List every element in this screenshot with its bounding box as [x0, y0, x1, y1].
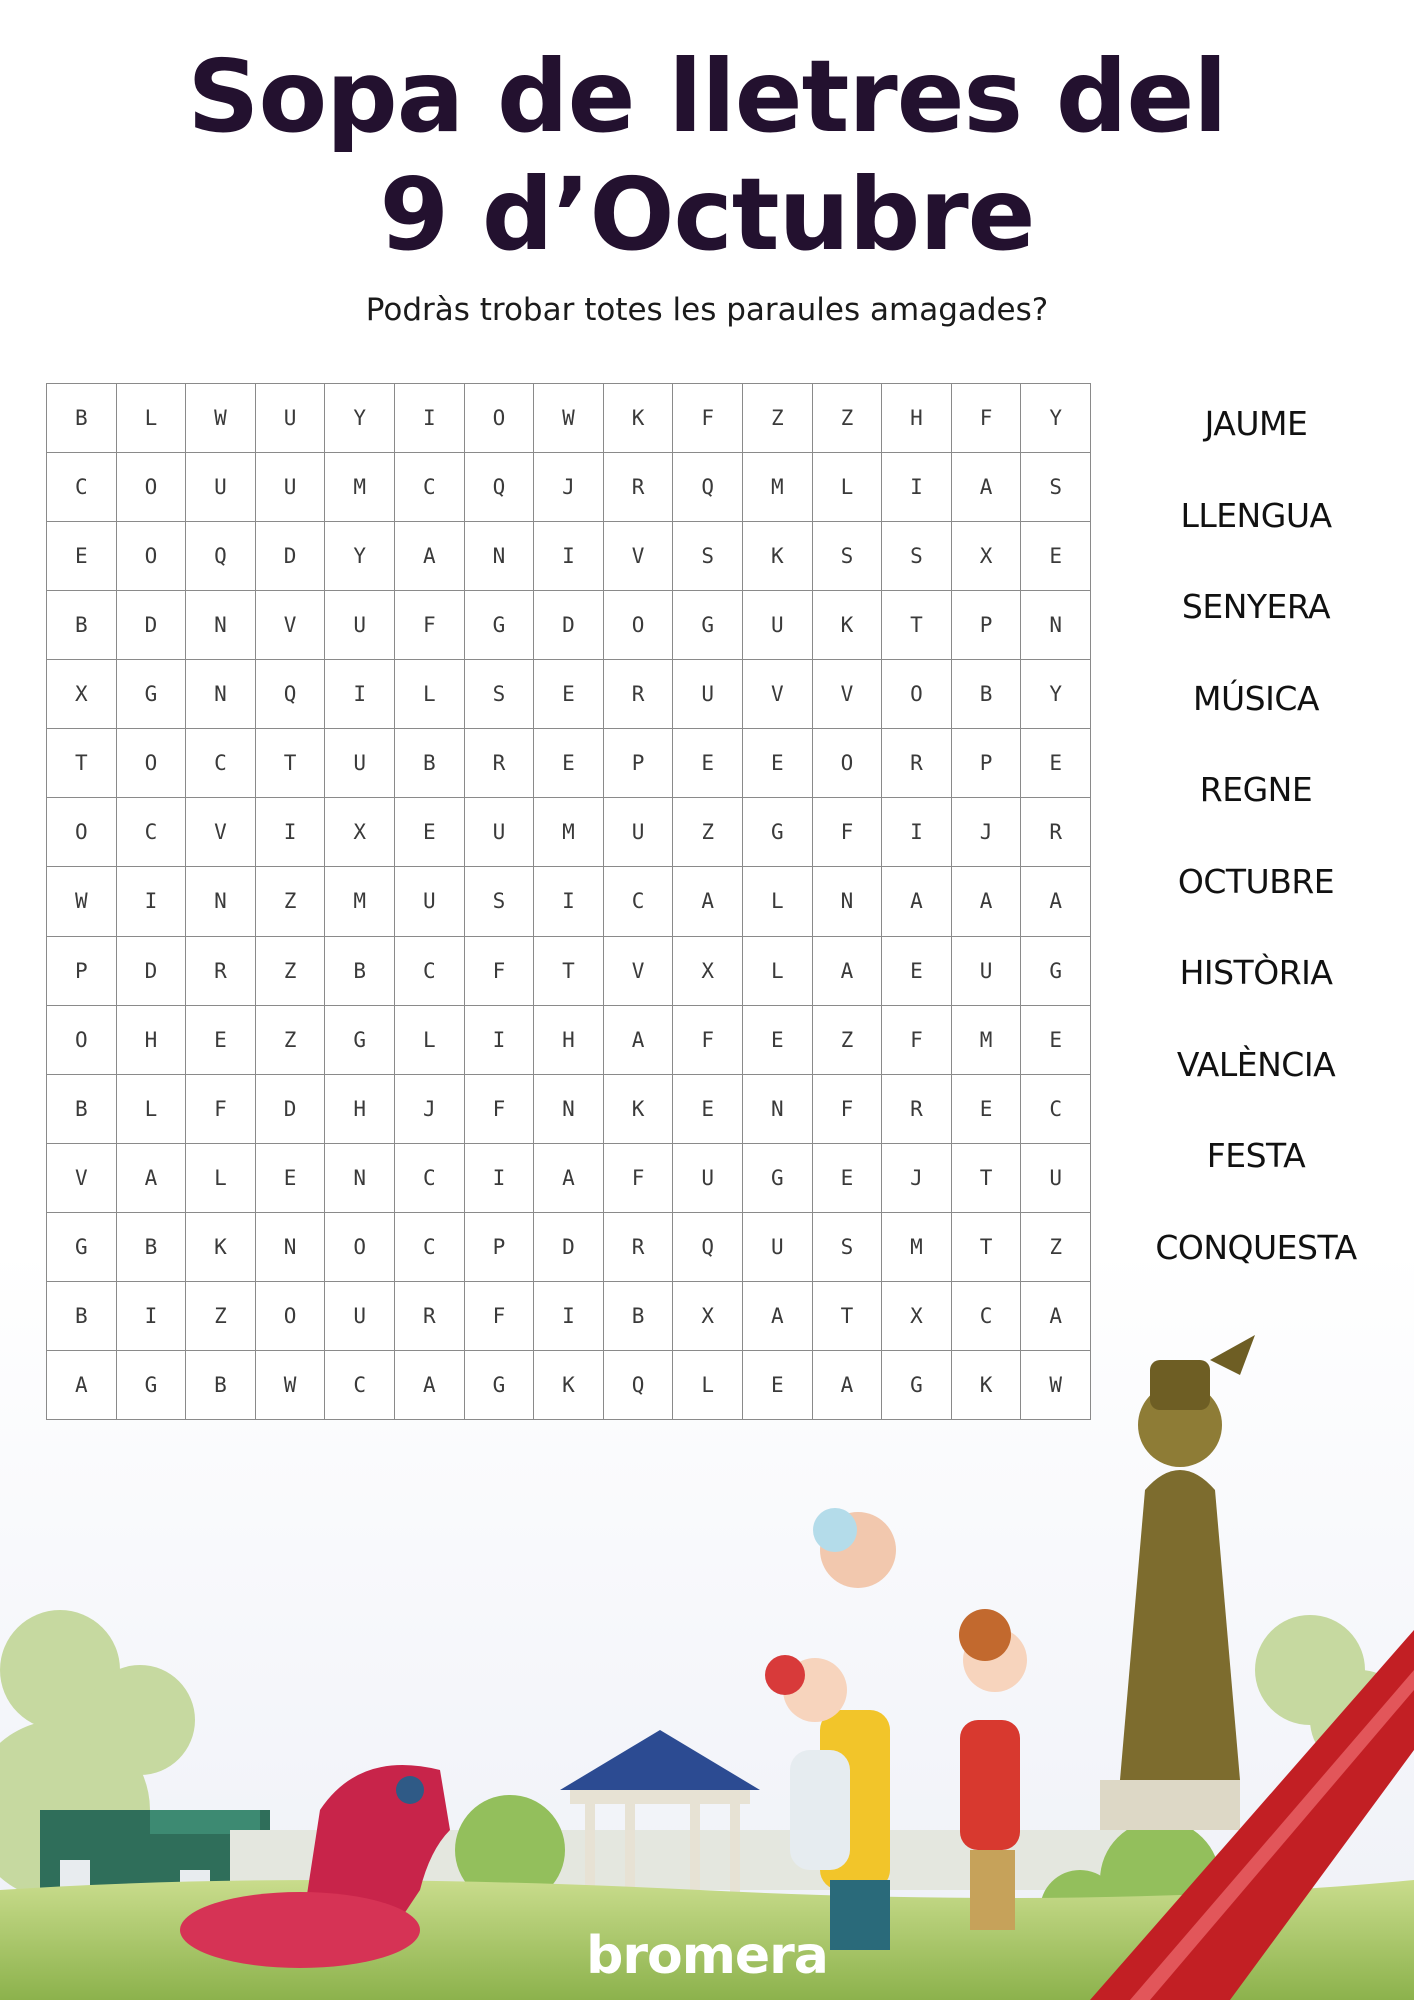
grid-cell[interactable]: P	[47, 937, 117, 1006]
grid-cell[interactable]: E	[256, 1144, 326, 1213]
grid-cell[interactable]: A	[117, 1144, 187, 1213]
grid-cell[interactable]: U	[256, 453, 326, 522]
grid-cell[interactable]: D	[117, 937, 187, 1006]
grid-cell[interactable]: D	[534, 1213, 604, 1282]
grid-cell[interactable]: R	[395, 1282, 465, 1351]
grid-cell[interactable]: F	[604, 1144, 674, 1213]
grid-cell[interactable]: U	[186, 453, 256, 522]
grid-cell[interactable]: F	[882, 1006, 952, 1075]
grid-cell[interactable]: C	[325, 1351, 395, 1420]
grid-cell[interactable]: F	[465, 937, 535, 1006]
grid-cell[interactable]: D	[256, 522, 326, 591]
grid-cell[interactable]: Q	[673, 1213, 743, 1282]
grid-cell[interactable]: F	[673, 384, 743, 453]
grid-cell[interactable]: Z	[673, 798, 743, 867]
grid-cell[interactable]: D	[534, 591, 604, 660]
grid-cell[interactable]: A	[1021, 867, 1091, 936]
grid-cell[interactable]: N	[743, 1075, 813, 1144]
grid-cell[interactable]: Z	[813, 1006, 883, 1075]
grid-cell[interactable]: F	[813, 1075, 883, 1144]
grid-cell[interactable]: S	[882, 522, 952, 591]
grid-cell[interactable]: X	[325, 798, 395, 867]
grid-cell[interactable]: A	[813, 937, 883, 1006]
grid-cell[interactable]: V	[813, 660, 883, 729]
grid-cell[interactable]: M	[952, 1006, 1022, 1075]
grid-cell[interactable]: E	[534, 660, 604, 729]
grid-cell[interactable]: I	[534, 1282, 604, 1351]
grid-cell[interactable]: S	[673, 522, 743, 591]
grid-cell[interactable]: Z	[743, 384, 813, 453]
grid-cell[interactable]: K	[534, 1351, 604, 1420]
word-list-item: JAUME	[1204, 404, 1308, 444]
grid-cell[interactable]: G	[465, 591, 535, 660]
word-list	[1108, 378, 1404, 1293]
grid-cell[interactable]: L	[743, 867, 813, 936]
grid-cell[interactable]: V	[604, 937, 674, 1006]
grid-cell[interactable]: E	[395, 798, 465, 867]
word-list-item: OCTUBRE	[1177, 861, 1335, 901]
grid-cell[interactable]: E	[952, 1075, 1022, 1144]
grid-cell[interactable]: L	[813, 453, 883, 522]
grid-cell[interactable]: G	[743, 1144, 813, 1213]
grid-cell[interactable]: G	[325, 1006, 395, 1075]
grid-cell[interactable]: J	[534, 453, 604, 522]
grid-cell[interactable]: A	[604, 1006, 674, 1075]
grid-cell[interactable]: U	[604, 798, 674, 867]
word-list-item: VALÈNCIA	[1176, 1044, 1336, 1084]
grid-cell[interactable]: B	[47, 384, 117, 453]
word-list-item: FESTA	[1206, 1136, 1306, 1176]
grid-cell[interactable]: L	[743, 937, 813, 1006]
grid-cell[interactable]: Z	[1021, 1213, 1091, 1282]
grid-cell[interactable]: I	[256, 798, 326, 867]
grid-cell[interactable]: U	[325, 729, 395, 798]
word-list-item: SENYERA	[1181, 587, 1331, 627]
word-list-item: REGNE	[1199, 770, 1313, 810]
grid-cell[interactable]: U	[325, 1282, 395, 1351]
grid-cell[interactable]: H	[117, 1006, 187, 1075]
grid-cell[interactable]: K	[952, 1351, 1022, 1420]
grid-cell[interactable]: Y	[325, 522, 395, 591]
grid-cell[interactable]: Q	[604, 1351, 674, 1420]
grid-cell[interactable]: J	[952, 798, 1022, 867]
grid-cell[interactable]: U	[1021, 1144, 1091, 1213]
word-list-item: LLENGUA	[1180, 495, 1332, 535]
grid-cell[interactable]: W	[256, 1351, 326, 1420]
grid-cell[interactable]: B	[47, 591, 117, 660]
grid-cell[interactable]: S	[813, 1213, 883, 1282]
grid-cell[interactable]: B	[47, 1075, 117, 1144]
grid-cell[interactable]: D	[256, 1075, 326, 1144]
grid-cell[interactable]: N	[186, 591, 256, 660]
grid-cell[interactable]: L	[186, 1144, 256, 1213]
grid-cell[interactable]: O	[604, 591, 674, 660]
grid-cell[interactable]: L	[117, 384, 187, 453]
grid-cell[interactable]: U	[256, 384, 326, 453]
grid-cell[interactable]: Q	[256, 660, 326, 729]
grid-cell[interactable]: O	[117, 522, 187, 591]
word-list-item: MÚSICA	[1193, 678, 1319, 718]
grid-cell[interactable]: E	[743, 729, 813, 798]
grid-cell[interactable]: Q	[465, 453, 535, 522]
grid-cell[interactable]: G	[882, 1351, 952, 1420]
grid-cell[interactable]: L	[395, 1006, 465, 1075]
grid-cell[interactable]: I	[882, 798, 952, 867]
grid-cell[interactable]: E	[743, 1351, 813, 1420]
grid-cell[interactable]: Z	[256, 937, 326, 1006]
grid-cell[interactable]: T	[813, 1282, 883, 1351]
grid-cell[interactable]: R	[882, 1075, 952, 1144]
grid-cell[interactable]: T	[952, 1144, 1022, 1213]
subtitle: Podràs trobar totes les paraules amagades?	[365, 292, 1049, 328]
grid-cell[interactable]: C	[395, 1213, 465, 1282]
grid-cell[interactable]: I	[534, 522, 604, 591]
grid-cell[interactable]: F	[395, 591, 465, 660]
grid-cell[interactable]: T	[256, 729, 326, 798]
grid-cell[interactable]: N	[256, 1213, 326, 1282]
grid-cell[interactable]: G	[1021, 937, 1091, 1006]
bromera-logo: bromera	[586, 1926, 828, 1986]
grid-cell[interactable]: N	[1021, 591, 1091, 660]
grid-cell[interactable]: O	[117, 729, 187, 798]
grid-cell[interactable]: I	[325, 660, 395, 729]
grid-cell[interactable]: O	[465, 384, 535, 453]
grid-cell[interactable]: S	[1021, 453, 1091, 522]
grid-cell[interactable]: M	[325, 453, 395, 522]
grid-cell[interactable]: U	[395, 867, 465, 936]
grid-cell[interactable]: B	[47, 1282, 117, 1351]
grid-cell[interactable]: O	[47, 798, 117, 867]
grid-cell[interactable]: Z	[813, 384, 883, 453]
grid-cell[interactable]: R	[882, 729, 952, 798]
grid-cell[interactable]: I	[117, 867, 187, 936]
grid-cell[interactable]: K	[186, 1213, 256, 1282]
grid-cell[interactable]: N	[813, 867, 883, 936]
grid-cell[interactable]: O	[47, 1006, 117, 1075]
grid-cell[interactable]: E	[673, 1075, 743, 1144]
grid-cell[interactable]: B	[952, 660, 1022, 729]
word-list-item: CONQUESTA	[1155, 1227, 1357, 1267]
grid-cell[interactable]: U	[465, 798, 535, 867]
grid-cell[interactable]: E	[186, 1006, 256, 1075]
grid-cell[interactable]: P	[604, 729, 674, 798]
grid-cell[interactable]: G	[743, 798, 813, 867]
grid-cell[interactable]: U	[673, 1144, 743, 1213]
grid-cell[interactable]: M	[743, 453, 813, 522]
grid-cell[interactable]: A	[952, 453, 1022, 522]
grid-cell[interactable]: E	[534, 729, 604, 798]
grid-cell[interactable]: A	[1021, 1282, 1091, 1351]
grid-cell[interactable]: R	[186, 937, 256, 1006]
title-line-2: 9 d’Octubre	[379, 156, 1035, 273]
grid-cell[interactable]: K	[604, 1075, 674, 1144]
grid-cell[interactable]: N	[325, 1144, 395, 1213]
grid-cell[interactable]: A	[743, 1282, 813, 1351]
grid-cell[interactable]: C	[47, 453, 117, 522]
grid-cell[interactable]: T	[47, 729, 117, 798]
grid-cell[interactable]: M	[882, 1213, 952, 1282]
grid-cell[interactable]: R	[604, 453, 674, 522]
grid-cell[interactable]: A	[882, 867, 952, 936]
grid-cell[interactable]: I	[395, 384, 465, 453]
grid-cell[interactable]: A	[673, 867, 743, 936]
grid-cell[interactable]: L	[673, 1351, 743, 1420]
grid-cell[interactable]: C	[395, 453, 465, 522]
grid-cell[interactable]: W	[534, 384, 604, 453]
grid-cell[interactable]: Y	[325, 384, 395, 453]
grid-cell[interactable]: G	[465, 1351, 535, 1420]
grid-cell[interactable]: Y	[1021, 384, 1091, 453]
grid-cell[interactable]: W	[1021, 1351, 1091, 1420]
grid-cell[interactable]: B	[325, 937, 395, 1006]
grid-cell[interactable]: X	[673, 937, 743, 1006]
grid-cell[interactable]: S	[465, 867, 535, 936]
grid-cell[interactable]: C	[1021, 1075, 1091, 1144]
grid-cell[interactable]: N	[186, 660, 256, 729]
grid-cell[interactable]: S	[813, 522, 883, 591]
grid-cell[interactable]: Q	[673, 453, 743, 522]
word-search-grid	[46, 383, 1091, 1420]
grid-cell[interactable]: F	[673, 1006, 743, 1075]
grid-cell[interactable]: E	[47, 522, 117, 591]
grid-cell[interactable]: S	[465, 660, 535, 729]
grid-cell[interactable]: K	[743, 522, 813, 591]
grid-cell[interactable]: J	[882, 1144, 952, 1213]
grid-cell[interactable]: X	[952, 522, 1022, 591]
grid-cell[interactable]: X	[673, 1282, 743, 1351]
grid-cell[interactable]: K	[604, 384, 674, 453]
grid-cell[interactable]: H	[534, 1006, 604, 1075]
grid-cell[interactable]: P	[952, 729, 1022, 798]
grid-cell[interactable]: G	[47, 1213, 117, 1282]
grid-cell[interactable]: E	[1021, 729, 1091, 798]
grid-cell[interactable]: V	[256, 591, 326, 660]
grid-cell[interactable]: U	[325, 591, 395, 660]
grid-cell[interactable]: E	[1021, 522, 1091, 591]
grid-cell[interactable]: F	[465, 1075, 535, 1144]
grid-cell[interactable]: B	[117, 1213, 187, 1282]
grid-cell[interactable]: C	[186, 729, 256, 798]
grid-cell[interactable]: A	[952, 867, 1022, 936]
grid-cell[interactable]: J	[395, 1075, 465, 1144]
grid-cell[interactable]: R	[1021, 798, 1091, 867]
grid-cell[interactable]: X	[882, 1282, 952, 1351]
title-line-1: Sopa de lletres del	[187, 38, 1227, 155]
grid-cell[interactable]: C	[952, 1282, 1022, 1351]
grid-cell[interactable]: C	[604, 867, 674, 936]
grid-cell[interactable]: I	[465, 1006, 535, 1075]
grid-cell[interactable]: F	[186, 1075, 256, 1144]
grid-cell[interactable]: X	[47, 660, 117, 729]
grid-cell[interactable]: V	[47, 1144, 117, 1213]
grid-cell[interactable]: H	[882, 384, 952, 453]
grid-cell[interactable]: P	[952, 591, 1022, 660]
grid-cell[interactable]: G	[117, 660, 187, 729]
grid-cell[interactable]: I	[882, 453, 952, 522]
grid-cell[interactable]: R	[604, 660, 674, 729]
grid-cell[interactable]: Y	[1021, 660, 1091, 729]
grid-cell[interactable]: V	[186, 798, 256, 867]
grid-cell[interactable]: U	[743, 1213, 813, 1282]
grid-cell[interactable]: R	[465, 729, 535, 798]
grid-cell[interactable]: R	[604, 1213, 674, 1282]
grid-cell[interactable]: F	[813, 798, 883, 867]
grid-cell[interactable]: V	[604, 522, 674, 591]
grid-cell[interactable]: G	[117, 1351, 187, 1420]
grid-cell[interactable]: F	[465, 1282, 535, 1351]
grid-cell[interactable]: E	[882, 937, 952, 1006]
grid-cell[interactable]: F	[952, 384, 1022, 453]
grid-cell[interactable]: L	[117, 1075, 187, 1144]
grid-cell[interactable]: K	[813, 591, 883, 660]
grid-cell[interactable]: B	[395, 729, 465, 798]
grid-cell[interactable]: D	[117, 591, 187, 660]
grid-cell[interactable]: B	[186, 1351, 256, 1420]
grid-cell[interactable]: C	[117, 798, 187, 867]
grid-cell[interactable]: L	[395, 660, 465, 729]
grid-cell[interactable]: I	[534, 867, 604, 936]
grid-cell[interactable]: H	[325, 1075, 395, 1144]
word-list-item: HISTÒRIA	[1179, 953, 1333, 993]
grid-cell[interactable]: M	[534, 798, 604, 867]
grid-cell[interactable]: O	[813, 729, 883, 798]
grid-cell[interactable]: I	[117, 1282, 187, 1351]
grid-cell[interactable]: Z	[256, 1006, 326, 1075]
grid-cell[interactable]: M	[325, 867, 395, 936]
grid-cell[interactable]: I	[465, 1144, 535, 1213]
grid-cell[interactable]: U	[952, 937, 1022, 1006]
grid-cell[interactable]: E	[743, 1006, 813, 1075]
grid-cell[interactable]: C	[395, 1144, 465, 1213]
grid-cell[interactable]: E	[1021, 1006, 1091, 1075]
grid-cell[interactable]: C	[395, 937, 465, 1006]
grid-cell[interactable]: E	[813, 1144, 883, 1213]
grid-cell[interactable]: O	[882, 660, 952, 729]
grid-cell[interactable]: E	[673, 729, 743, 798]
grid-cell[interactable]: T	[952, 1213, 1022, 1282]
grid-cell[interactable]: A	[395, 522, 465, 591]
grid-cell[interactable]: U	[673, 660, 743, 729]
grid-cell[interactable]: W	[47, 867, 117, 936]
grid-cell[interactable]: N	[534, 1075, 604, 1144]
grid-cell[interactable]: O	[325, 1213, 395, 1282]
grid-cell[interactable]: U	[743, 591, 813, 660]
page-title	[0, 38, 1414, 274]
grid-cell[interactable]: W	[186, 384, 256, 453]
grid-cell[interactable]: T	[882, 591, 952, 660]
grid-cell[interactable]: A	[813, 1351, 883, 1420]
grid-cell[interactable]: A	[534, 1144, 604, 1213]
grid-cell[interactable]: Q	[186, 522, 256, 591]
grid-cell[interactable]: N	[186, 867, 256, 936]
grid-cell[interactable]: O	[117, 453, 187, 522]
grid-cell[interactable]: N	[465, 522, 535, 591]
grid-cell[interactable]: V	[743, 660, 813, 729]
grid-cell[interactable]: P	[465, 1213, 535, 1282]
grid-cell[interactable]: Z	[256, 867, 326, 936]
grid-cell[interactable]: B	[604, 1282, 674, 1351]
grid-cell[interactable]: Z	[186, 1282, 256, 1351]
grid-cell[interactable]: G	[673, 591, 743, 660]
grid-cell[interactable]: T	[534, 937, 604, 1006]
grid-cell[interactable]: A	[395, 1351, 465, 1420]
grid-cell[interactable]: O	[256, 1282, 326, 1351]
grid-cell[interactable]: A	[47, 1351, 117, 1420]
